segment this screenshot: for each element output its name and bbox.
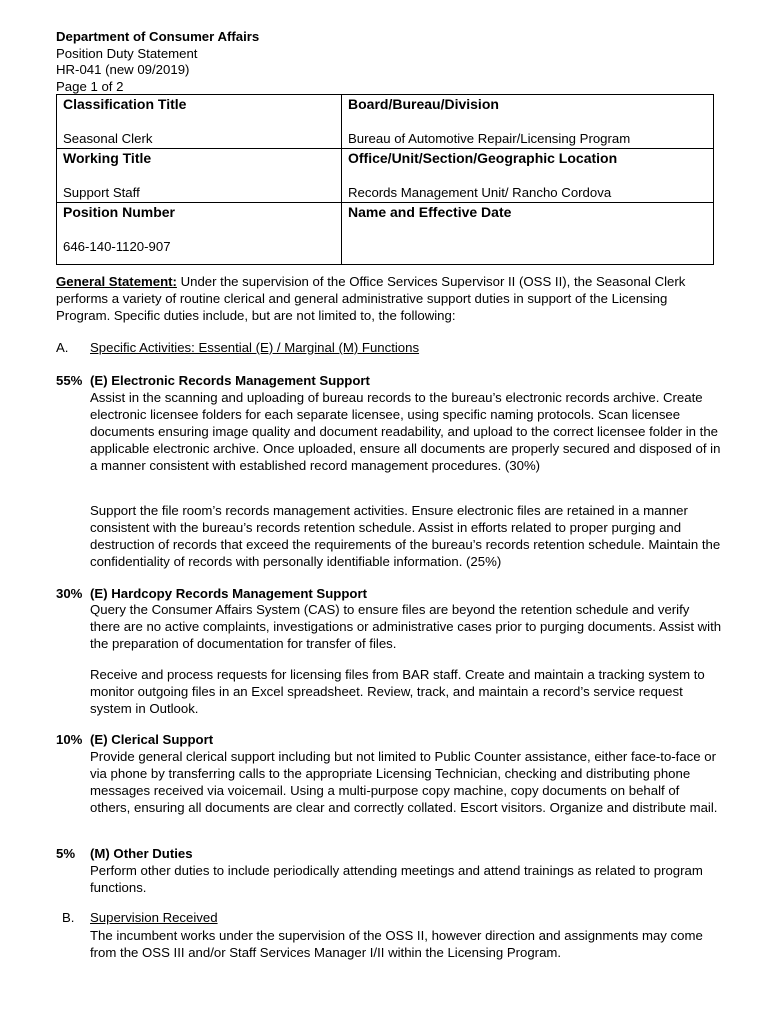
section-b-title: Supervision Received <box>90 910 218 925</box>
section-b-letter: B. <box>62 910 75 925</box>
name-date-cell <box>342 203 714 265</box>
duty-title: (E) Electronic Records Management Support <box>90 373 370 388</box>
office-cell <box>342 149 714 203</box>
position-info-table <box>56 94 714 265</box>
duty-percent: 55% <box>56 373 83 388</box>
section-a-title: Specific Activities: Essential (E) / Marginal (M) Functions <box>90 340 420 355</box>
general-statement-label: General Statement: <box>56 274 177 289</box>
department-name: Department of Consumer Affairs <box>56 29 260 44</box>
duty-title: (E) Hardcopy Records Management Support <box>90 586 367 601</box>
classification-label: Classification Title <box>63 96 187 112</box>
duty-title: (E) Clerical Support <box>90 732 214 747</box>
duty-percent: 30% <box>56 586 83 601</box>
duty-paragraph: Provide general clerical support including but not limited to Public Counter assistance, either face-to-face or via phone by transferring calls to the appropriate Licensing Technician, checking and distributing phone messages received via voicemail. Using a multi-purpose copy machine, copy documents on behalf of others, ensuring all documents are clear and correctly collated. Escort visitors. Organize and distribute mail. <box>90 749 718 815</box>
duty-percent: 5% <box>56 846 76 861</box>
duty-paragraph: Receive and process requests for licensing files from BAR staff. Create and maintain a tracking system to monitor outgoing files in an Excel spreadsheet. Review, track, and maintain a record’s service request system in Outlook. <box>90 667 705 716</box>
duty-heading-electronic-records <box>56 372 370 389</box>
general-statement <box>56 273 720 324</box>
board-value: Bureau of Automotive Repair/Licensing Program <box>348 131 631 146</box>
duty-heading-hardcopy-records <box>56 585 367 602</box>
board-label: Board/Bureau/Division <box>348 96 499 112</box>
general-statement-text: Under the supervision of the Office Services Supervisor II (OSS II), the Seasonal Clerk performs a variety of routine clerical and general administrative support duties in support of the Licensing Program. Specific duties include, but are not limited to, the following: <box>56 274 686 323</box>
duty-percent: 10% <box>56 732 83 747</box>
section-b-text: The incumbent works under the supervision of the OSS II, however direction and assignments may come from the OSS III and/or Staff Services Manager I/II within the Licensing Program. <box>90 928 703 960</box>
document-title: Position Duty Statement <box>56 45 198 61</box>
duty-paragraph: Assist in the scanning and uploading of bureau records to the bureau’s electronic records archive. Create electronic licensee folders for each separate licensee, using specific naming protocols. Scan licensee documents ensuring image quality and document readability, and upload to the correct licensee folder in the applicable electronic archive. Once uploaded, ensure all documents are properly secured and disposed of in a manner consistent with established record management procedures. (30%) <box>90 390 721 473</box>
page-number: Page 1 of 2 <box>56 78 124 94</box>
duty-paragraph: Perform other duties to include periodically attending meetings and attend trainings as related to program functions. <box>90 863 703 895</box>
classification-cell <box>57 95 342 149</box>
name-date-label: Name and Effective Date <box>348 204 512 220</box>
duty-heading-clerical-support <box>56 731 213 748</box>
form-number: HR-041 (new 09/2019) <box>56 62 190 77</box>
duty-heading-other-duties <box>56 845 193 862</box>
position-number-value: 646-140-1120-907 <box>63 239 171 254</box>
office-label: Office/Unit/Section/Geographic Location <box>348 150 618 166</box>
section-a-letter: A. <box>56 340 69 355</box>
working-title-value: Support Staff <box>63 185 140 200</box>
duty-paragraph: Query the Consumer Affairs System (CAS) to ensure files are beyond the retention schedule and verify there are no active complaints, investigations or administrative cases prior to purging documents. Assist with the preparation of documentation for transfer of files. <box>90 602 722 651</box>
working-title-label: Working Title <box>63 150 152 166</box>
position-number-cell <box>57 203 342 265</box>
board-cell <box>342 95 714 149</box>
duty-paragraph: Support the file room’s records management activities. Ensure electronic files are retained in a manner consistent with the bureau’s records retention schedule. Assist in efforts related to proper purging and destruction of records that exceed the requirements of the bureau’s records retention schedule. Maintain the confidentiality of records with personally identifiable information. (25%) <box>90 503 721 569</box>
duty-title: (M) Other Duties <box>90 846 193 861</box>
office-value: Records Management Unit/ Rancho Cordova <box>348 185 612 200</box>
position-number-label: Position Number <box>63 204 176 220</box>
classification-value: Seasonal Clerk <box>63 131 153 146</box>
document-header <box>56 29 259 95</box>
working-title-cell <box>57 149 342 203</box>
